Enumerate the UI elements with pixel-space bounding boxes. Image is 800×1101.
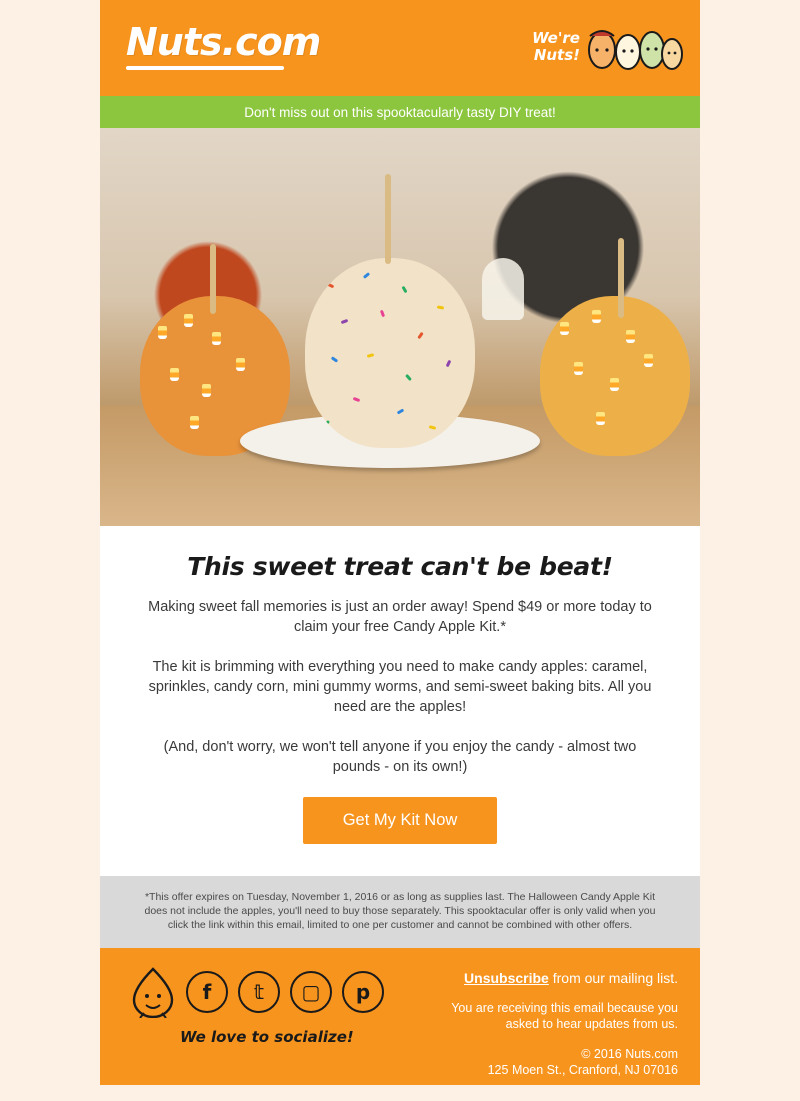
footer-info-section [428,966,678,1085]
copyright: © 2016 Nuts.com [581,1047,678,1061]
email-main-content [100,526,700,876]
disclaimer-text: *This offer expires on Tuesday, November 1, 2016 or as long as supplies last. The Halloween Candy Apple Kit does not include the apples, you'll need to buy those separately. This spooktacular offer is only valid when you click the link within this email, limited to one per customer and cannot be combined with other offers. [100,876,700,948]
paragraph-kit-contents: The kit is brimming with everything you need to make candy apples: caramel, sprinkles, candy corn, mini gummy worms, and semi-sweet baking bits. All you need are the apples! [148,659,652,715]
candy-apple-center [305,258,475,448]
facebook-icon[interactable]: f [186,971,228,1013]
nut-mascots-icon [584,14,684,82]
were-nuts-line-2: Nuts! [533,46,580,64]
cta-container [148,797,652,844]
unsubscribe-rest: from our mailing list. [548,970,678,986]
socialize-tagline: We love to socialize! [180,1028,354,1046]
stick-center [385,174,391,264]
were-nuts-line-1: We're [532,29,580,47]
stick-left [210,244,216,314]
logo-underline [126,66,284,70]
candy-apple-right [540,296,690,456]
get-my-kit-button[interactable]: Get My Kit Now [303,797,498,844]
pinterest-icon[interactable]: p [342,971,384,1013]
unsubscribe-link[interactable]: Unsubscribe [464,970,549,986]
paragraph-offer: Making sweet fall memories is just an order away! Spend $49 or more today to claim your free Candy Apple Kit.* [148,599,652,635]
nut-mascot-footer-icon [130,966,176,1018]
headline: This sweet treat can't be beat! [187,552,613,581]
twitter-icon[interactable]: 𝕥 [238,971,280,1013]
email-header [100,0,700,96]
paragraph-aside: (And, don't worry, we won't tell anyone if you enjoy the candy - almost two pounds - on its own!) [163,739,637,775]
email-footer [100,948,700,1085]
ghost-decoration-icon [482,258,524,320]
stick-right [618,238,624,318]
instagram-icon[interactable]: ▢ [290,971,332,1013]
unsubscribe-line [428,970,678,986]
receiving-reason: You are receiving this email because you asked to hear updates from us. [451,1001,678,1031]
tagline-bar [100,96,700,128]
hero-image[interactable] [100,128,700,526]
social-links [130,966,422,1018]
were-nuts-tagline [532,30,580,64]
tagline-text: Don't miss out on this spooktacularly tasty DIY treat! [244,104,556,120]
company-address: 125 Moen St., Cranford, NJ 07016 [487,1063,678,1077]
footer-social-section [122,966,422,1085]
brand-logo[interactable]: Nuts.com [126,20,321,64]
email-body [100,0,700,1085]
